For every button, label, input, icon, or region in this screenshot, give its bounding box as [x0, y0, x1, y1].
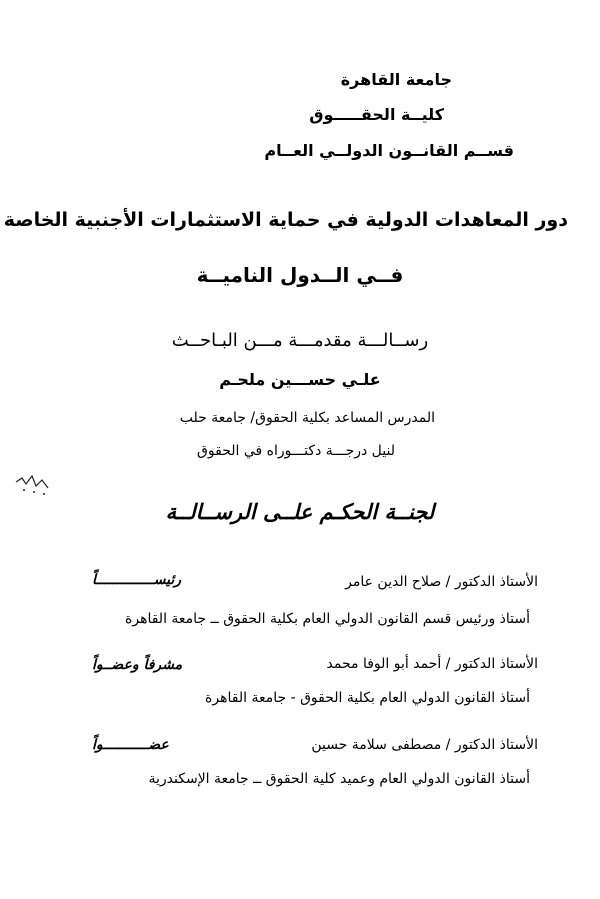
member-3-description: أستاذ القانون الدولي العام وعميد كلية الحقوق ــ جامعة الإسكندرية	[148, 771, 530, 787]
author-affiliation: المدرس المساعد بكلية الحقوق/ جامعة حلب	[179, 410, 435, 426]
margin-scribble-mark	[14, 470, 54, 500]
thesis-title-line-2: فــي الــدول الناميــة	[196, 263, 404, 287]
faculty-name: كليــة الحقـــــوق	[309, 105, 444, 124]
university-name: جامعة القاهرة	[340, 70, 452, 89]
member-2-description: أستاذ القانون الدولي العام بكلية الحقوق - جامعة القاهرة	[205, 690, 530, 706]
member-1-role: رئيســــــــــــــاً	[92, 572, 182, 588]
member-1-name: الأستاذ الدكتور / صلاح الدين عامر	[345, 574, 538, 590]
department-name: قســم القانــون الدولــي العــام	[264, 141, 514, 160]
author-name: علـي حســـين ملحـم	[219, 370, 381, 389]
submission-statement: رســالـــة مقدمـــة مـــن البـاحــث	[171, 330, 429, 351]
committee-heading: لجنــة الحكـم علــى الرســالــة	[165, 500, 435, 524]
degree-statement: لنيل درجـــة دكتـــوراه في الحقوق	[197, 443, 395, 459]
thesis-title-line-1: دور المعاهدات الدولية في حماية الاستثمارات الأجنبية الخاصة	[3, 209, 568, 231]
member-3-role: عضـــــــــــواً	[92, 737, 169, 753]
member-2-role: مشرفاً وعضــواً	[92, 657, 183, 673]
member-2-name: الأستاذ الدكتور / أحمد أبو الوفا محمد	[326, 656, 538, 672]
member-3-name: الأستاذ الدكتور / مصطفى سلامة حسين	[311, 737, 538, 753]
member-1-description: أستاذ ورئيس قسم القانون الدولي العام بكلية الحقوق ــ جامعة القاهرة	[125, 611, 530, 627]
